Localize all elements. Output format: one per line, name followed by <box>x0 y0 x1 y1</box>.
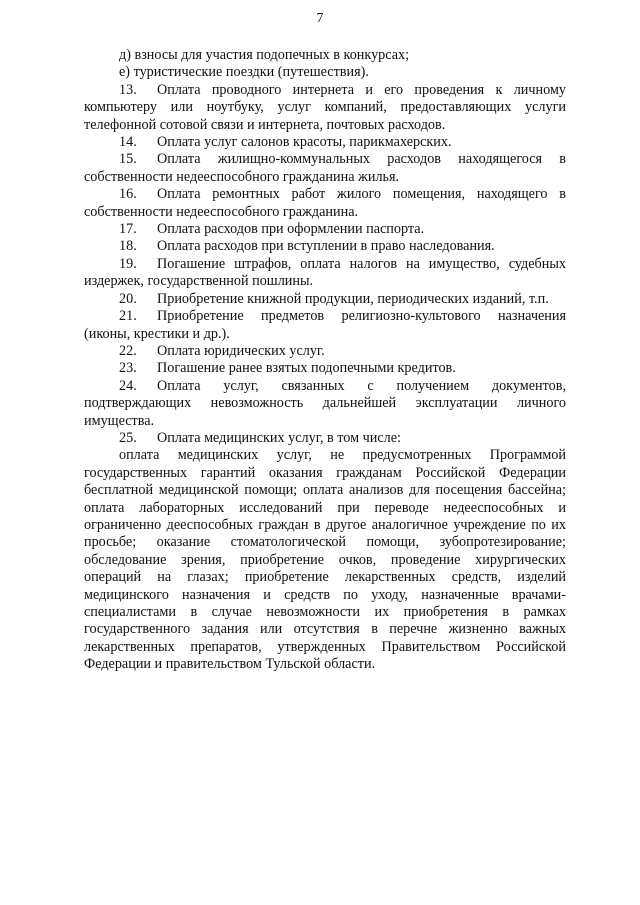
list-item-19 <box>84 256 566 291</box>
item-number: 19. <box>119 255 137 272</box>
item-number: 13. <box>119 81 137 98</box>
item-number: 17. <box>119 221 137 238</box>
item-number: 18. <box>119 238 137 255</box>
list-item-24 <box>84 378 566 430</box>
item-text: Оплата расходов при оформлении паспорта. <box>157 221 425 238</box>
item-text: Оплата жилищно-коммунальных расходов находящегося в собственности недееспособного гражданина жилья. <box>84 151 566 185</box>
list-item-25-detail <box>84 447 566 673</box>
item-text: д) взносы для участия подопечных в конкурсах; <box>119 47 410 63</box>
item-number: 21. <box>119 308 137 325</box>
list-item-14 <box>84 134 566 151</box>
page-number: 7 <box>316 11 324 26</box>
item-text: Погашение штрафов, оплата налогов на имущество, судебных издержек, государственной пошлины. <box>84 255 566 290</box>
item-text: Оплата ремонтных работ жилого помещения, находящего в собственности недееспособного гражданина. <box>84 186 566 220</box>
item-number: 25. <box>119 429 137 446</box>
item-text: Приобретение книжной продукции, периодических изданий, т.п. <box>157 290 549 307</box>
list-item-e <box>84 64 566 81</box>
list-item-13 <box>84 82 566 134</box>
item-text: Оплата расходов при вступлении в право наследования. <box>157 238 495 255</box>
item-text: Оплата медицинских услуг, в том числе: <box>157 429 401 446</box>
list-item-17 <box>84 221 566 238</box>
item-text: е) туристические поездки (путешествия). <box>119 64 369 81</box>
document-body <box>84 47 566 674</box>
list-item-d <box>84 47 566 64</box>
list-item-15 <box>84 151 566 186</box>
item-number: 14. <box>119 134 137 151</box>
item-text: Оплата юридических услуг. <box>157 342 325 359</box>
item-number: 16. <box>119 186 137 203</box>
item-text: Погашение ранее взятых подопечными кредитов. <box>157 360 456 377</box>
item-number: 23. <box>119 360 137 377</box>
item-text: Приобретение предметов религиозно-культового назначения (иконы, крестики и др.). <box>84 308 566 342</box>
list-item-20 <box>84 291 566 308</box>
item-text: Оплата услуг салонов красоты, парикмахерских. <box>157 134 452 151</box>
item-number: 24. <box>119 377 137 394</box>
list-item-16 <box>84 186 566 221</box>
item-text: Оплата услуг, связанных с получением документов, подтверждающих невозможность дальнейшей эксплуатации личного имущества. <box>84 377 566 429</box>
item-number: 22. <box>119 342 137 359</box>
item-text: Оплата проводного интернета и его проведения к личному компьютеру или ноутбуку, услуг компаний, предоставляющих услуги телефонной сотовой связи и интернета, почтовых расходов. <box>84 81 566 133</box>
list-item-18 <box>84 238 566 255</box>
item-text: оплата медицинских услуг, не предусмотренных Программой государственных гарантий оказания гражданам Российской Федерации бесплатной медицинской помощи; оплата анализов для посещения бассейна; оплата лабораторных исследований при переводе недееспособных и ограниченно дееспособных граждан в другое аналогичное учреждение по их просьбе; оказание стоматологической помощи, зубопротезирование; обследование зрения, приобретение очков, проведение хирургических операций на глазах; приобретение лекарственных средств, изделий медицинского назначения и средств по уходу, назначенные врачами-специалистами в случае невозможности их приобретения в рамках государственного задания или отсутствия в перечне жизненно важных лекарственных препаратов, утвержденных Правительством Российской Федерации и правительством Тульской области. <box>84 447 566 673</box>
list-item-23 <box>84 360 566 377</box>
list-item-25 <box>84 430 566 447</box>
item-number: 20. <box>119 290 137 307</box>
list-item-21 <box>84 308 566 343</box>
list-item-22 <box>84 343 566 360</box>
item-number: 15. <box>119 151 137 168</box>
